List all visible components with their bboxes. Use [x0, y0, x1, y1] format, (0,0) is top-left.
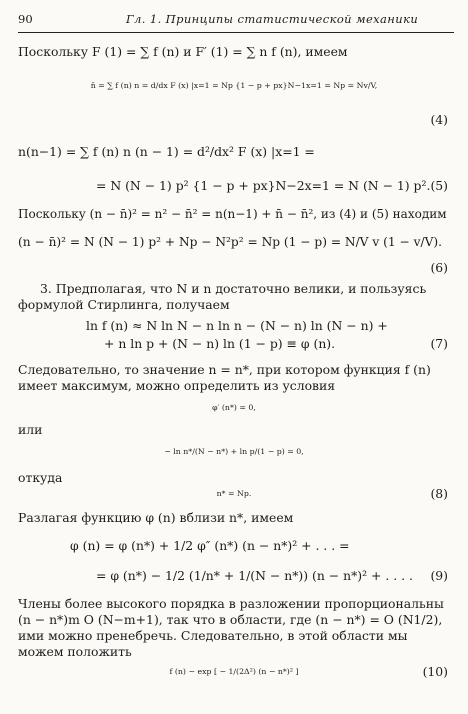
- equation-line: − ln n*/(N − n*) + ln p/(1 − p) = 0,: [164, 447, 304, 456]
- equation-number: (5): [430, 178, 448, 193]
- equation-line: (n − n̄)² = N (N − 1) p² + Np − N²p² = Np (1 − p) = N/V v (1 − v/V).: [18, 235, 443, 249]
- equation-number: (9): [430, 568, 448, 583]
- equation-line: n̄ = ∑ f (n) n = d/dx F (x) |x=1 = Np {1 − p + px}N−1x=1 = Np = Nv/V,: [90, 81, 378, 90]
- equation-line: φ′ (n*) = 0,: [212, 403, 256, 412]
- text-line: формулой Стирлинга, получаем: [18, 297, 230, 312]
- equation-number: (10): [422, 664, 448, 679]
- text-line: 3. Предполагая, что N и n достаточно велики, и пользуясь: [40, 281, 427, 296]
- equation-number: (6): [430, 260, 448, 275]
- text-line: откуда: [18, 470, 63, 485]
- text-line: можем положить: [18, 644, 132, 659]
- header-rule: [18, 32, 454, 33]
- page-header: [18, 10, 454, 30]
- equation-line: + n ln p + (N − n) ln (1 − p) ≡ φ (n).: [104, 336, 336, 351]
- equation-line: ln f (n) ≈ N ln N − n ln n − (N − n) ln (N − n) +: [86, 318, 388, 333]
- text-line: Поскольку F (1) = ∑ f (n) и F′ (1) = ∑ n f (n), имеем: [18, 44, 348, 59]
- text-line: Разлагая функцию φ (n) вблизи n*, имеем: [18, 510, 294, 525]
- equation-line: = N (N − 1) p² {1 − p + px}N−2x=1 = N (N − 1) p².: [96, 178, 431, 193]
- text-line: Члены более высокого порядка в разложении пропорциональны: [18, 596, 444, 611]
- text-line: Следовательно, то значение n = n*, при котором функция f (n): [18, 362, 431, 377]
- equation-line: φ (n) = φ (n*) + 1/2 φ″ (n*) (n − n*)² + . . . =: [70, 538, 350, 553]
- text-line: ими можно пренебречь. Следовательно, в этой области мы: [18, 628, 408, 643]
- equation-line: = φ (n*) − 1/2 (1/n* + 1/(N − n*)) (n − n*)² + . . . .: [96, 568, 413, 583]
- equation-number: (8): [430, 486, 448, 501]
- text-line: Поскольку (n − n̄)² = n² − n̄² = n(n−1) + n̄ − n̄², из (4) и (5) находим: [18, 207, 447, 221]
- equation-number: (4): [430, 112, 448, 127]
- equation-line: n(n−1) = ∑ f (n) n (n − 1) = d²/dx² F (x) |x=1 =: [18, 144, 315, 159]
- equation-line: n* = Np.: [216, 489, 252, 498]
- text-line: имеет максимум, можно определить из условия: [18, 378, 336, 393]
- text-line: или: [18, 422, 43, 437]
- text-line: (n − n*)m O (N−m+1), так что в области, где (n − n*) = O (N1/2),: [18, 612, 443, 627]
- page-number: 90: [18, 12, 33, 26]
- equation-line: f (n) ∼ exp [ − 1/(2Δ²) (n − n*)² ]: [169, 667, 299, 676]
- equation-number: (7): [430, 336, 448, 351]
- running-title: Гл. 1. Принципы статистической механики: [126, 12, 419, 26]
